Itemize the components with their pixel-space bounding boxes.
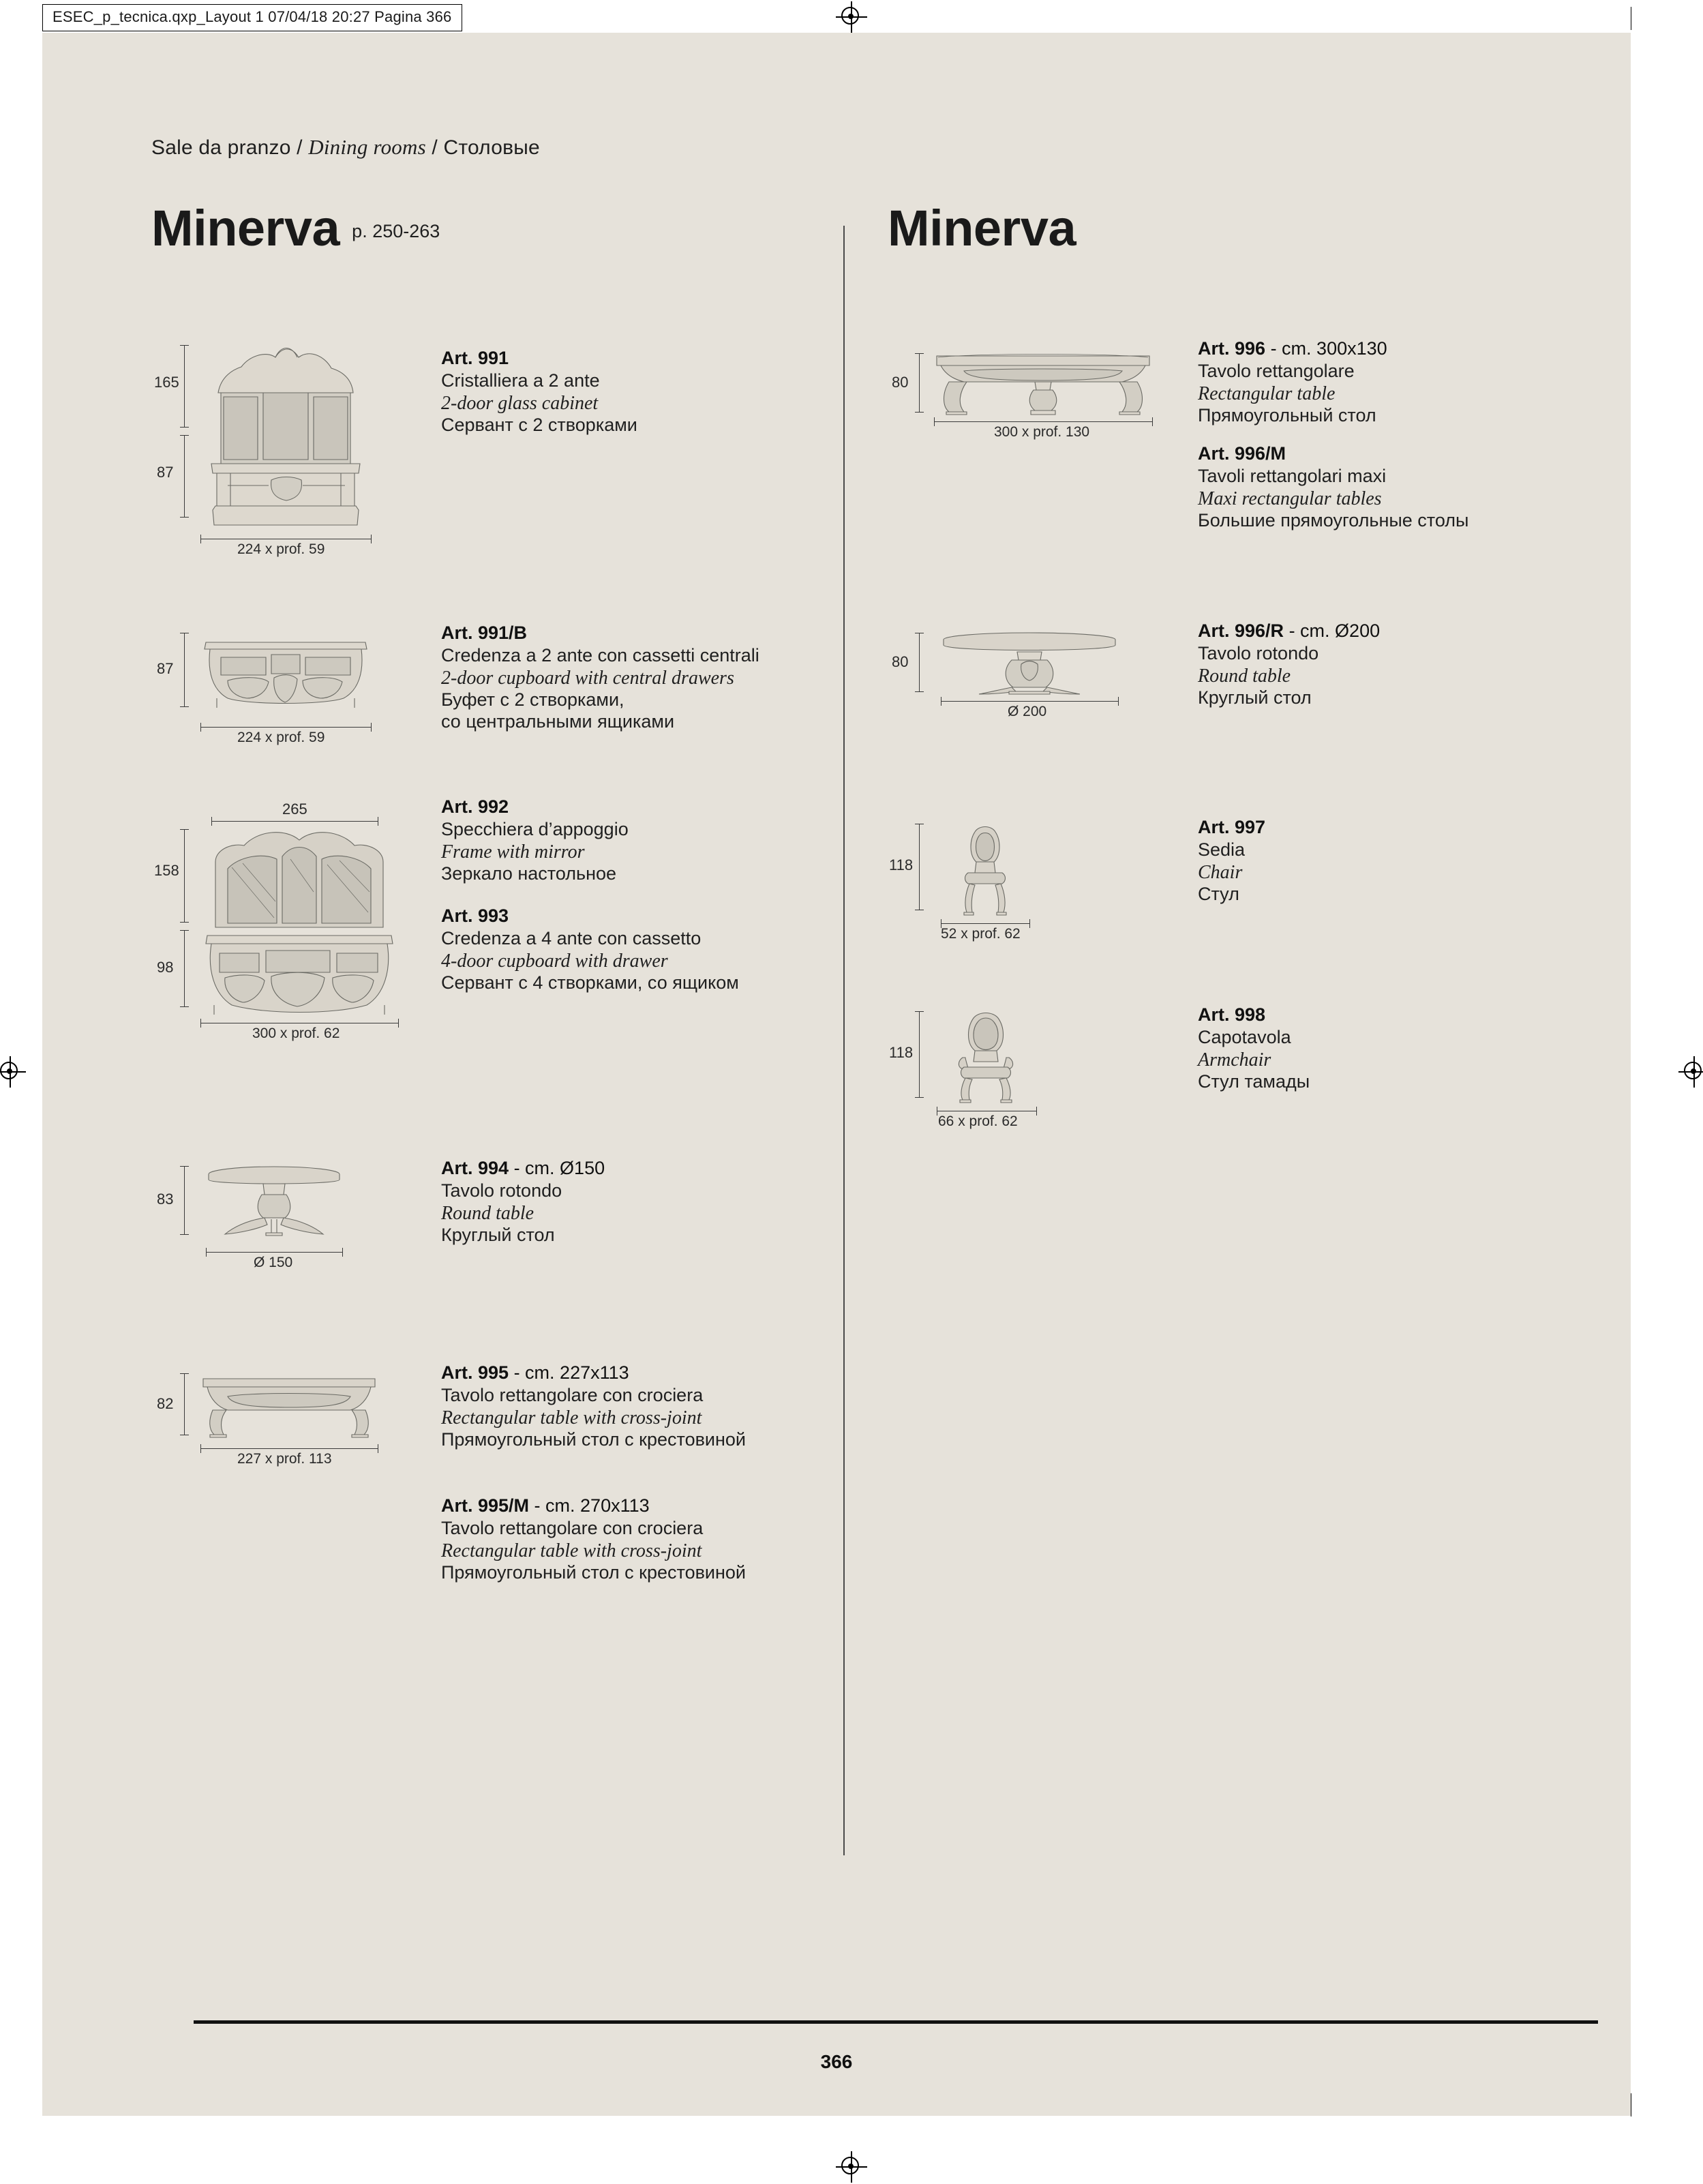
dim-width-996: 300 x prof. 130 <box>989 424 1095 440</box>
desc-ru-996r: Круглый стол <box>1198 687 1312 708</box>
dim-height-993: 98 <box>157 959 174 976</box>
dim-width-991: 224 x prof. 59 <box>232 541 330 558</box>
art-code-991: Art. 991 <box>441 348 509 368</box>
desc-en-994: Round table <box>441 1202 534 1224</box>
registration-mark-bottom <box>836 2151 867 2183</box>
dim-width-996r: Ø 200 <box>1002 704 1052 720</box>
figure-mirror-and-cupboard <box>200 826 398 1024</box>
desc-ru-996m: Большие прямоугольные столы <box>1198 509 1469 530</box>
dim-width-995: 227 x prof. 113 <box>232 1451 337 1467</box>
dim-height-995: 82 <box>157 1395 174 1412</box>
print-slug: ESEC_p_tecnica.qxp_Layout 1 07/04/18 20:27 Pagina 366 <box>42 4 462 31</box>
text-996r <box>1198 620 1552 709</box>
desc-it-992: Specchiera d’appoggio <box>441 819 629 839</box>
art-code-998: Art. 998 <box>1198 1004 1266 1025</box>
desc-en-997: Chair <box>1198 861 1243 883</box>
figure-armchair <box>945 1008 1027 1104</box>
drawing-996 <box>888 338 1174 461</box>
text-994 <box>441 1158 782 1246</box>
breadcrumb <box>151 135 540 160</box>
drawing-998 <box>888 1004 1160 1141</box>
right-family-heading <box>888 200 1076 256</box>
figure-chair <box>948 821 1023 916</box>
dim-top-992: 265 <box>282 801 307 818</box>
desc-ru-994: Круглый стол <box>441 1224 555 1245</box>
registration-mark-top <box>836 1 867 33</box>
desc-en-991b: 2-door cupboard with central drawers <box>441 667 734 689</box>
figure-glass-cabinet <box>200 340 371 530</box>
figure-round-table-150 <box>206 1165 342 1240</box>
desc-it-994: Tavolo rotondo <box>441 1180 562 1201</box>
drawing-991 <box>151 340 397 558</box>
dim-height-991-a: 165 <box>154 374 179 391</box>
drawing-992 <box>151 796 438 1069</box>
desc-en-998: Armchair <box>1198 1049 1271 1071</box>
desc-en-996: Rectangular table <box>1198 383 1336 404</box>
text-996 <box>1198 338 1552 427</box>
desc-en-996m: Maxi rectangular tables <box>1198 488 1382 509</box>
drawing-997 <box>888 817 1160 953</box>
text-998 <box>1198 1004 1552 1093</box>
desc-ru2-991b: со центральными ящиками <box>441 710 675 732</box>
art-code-992: Art. 992 <box>441 796 509 817</box>
family-title-right: Minerva <box>888 200 1076 256</box>
dim-height-991-b: 87 <box>157 464 174 481</box>
figure-rect-table-300 <box>934 350 1152 419</box>
desc-ru-997: Стул <box>1198 883 1239 904</box>
desc-ru-993: Сервант с 4 створками, со ящиком <box>441 972 739 993</box>
figure-rect-table-227 <box>200 1372 378 1440</box>
dim-height-996r: 80 <box>892 653 909 670</box>
dim-width-992: 300 x prof. 62 <box>247 1026 345 1042</box>
desc-en-993: 4-door cupboard with drawer <box>441 950 668 972</box>
text-995 <box>441 1362 796 1451</box>
text-993 <box>441 906 782 994</box>
desc-ru-995m: Прямоугольный стол с крестовиной <box>441 1561 747 1583</box>
art-code-995: Art. 995 - cm. 227x113 <box>441 1362 629 1383</box>
art-code-995m: Art. 995/M - cm. 270x113 <box>441 1495 650 1516</box>
breadcrumb-en: Dining rooms <box>308 135 426 159</box>
art-code-993: Art. 993 <box>441 906 509 926</box>
registration-mark-left <box>0 1056 26 1088</box>
footer-rule <box>194 2020 1598 2024</box>
dim-width-998: 66 x prof. 62 <box>938 1113 1018 1129</box>
desc-ru-996: Прямоугольный стол <box>1198 404 1376 425</box>
figure-round-table-200 <box>941 630 1118 698</box>
art-code-996m: Art. 996/M <box>1198 443 1286 464</box>
drawing-994 <box>151 1158 397 1294</box>
drawing-996r <box>888 619 1160 742</box>
drawing-995 <box>151 1362 410 1499</box>
desc-it-991: Cristalliera a 2 ante <box>441 370 600 391</box>
dim-height-994: 83 <box>157 1191 174 1208</box>
text-995m <box>441 1495 796 1584</box>
desc-en-995m: Rectangular table with cross-joint <box>441 1540 702 1561</box>
desc-it-998: Capotavola <box>1198 1027 1291 1047</box>
page-number: 366 <box>820 2051 853 2072</box>
desc-it-995: Tavolo rettangolare con crociera <box>441 1385 704 1405</box>
desc-it-996r: Tavolo rotondo <box>1198 643 1319 663</box>
text-991b <box>441 623 782 733</box>
desc-it-996: Tavolo rettangolare <box>1198 361 1355 381</box>
desc-ru-991: Сервант с 2 створками <box>441 414 637 435</box>
breadcrumb-it: Sale da pranzo / <box>151 136 303 159</box>
art-code-996r: Art. 996/R - cm. Ø200 <box>1198 620 1381 641</box>
text-991 <box>441 348 768 436</box>
text-996m <box>1198 443 1552 532</box>
dim-width-994: Ø 150 <box>248 1255 298 1271</box>
dim-width-997: 52 x prof. 62 <box>941 926 1021 942</box>
text-992 <box>441 796 782 885</box>
desc-ru-998: Стул тамады <box>1198 1071 1310 1092</box>
art-code-997: Art. 997 <box>1198 817 1266 837</box>
family-title: Minerva <box>151 200 340 256</box>
desc-en-996r: Round table <box>1198 665 1291 687</box>
desc-it-991b: Credenza a 2 ante con cassetti centrali <box>441 645 759 665</box>
art-code-994: Art. 994 - cm. Ø150 <box>441 1158 605 1178</box>
desc-ru-991b: Буфет с 2 створками, <box>441 689 624 710</box>
dim-height-992: 158 <box>154 862 179 879</box>
desc-it-996m: Tavoli rettangolari maxi <box>1198 466 1387 486</box>
desc-ru-995: Прямоугольный стол с крестовиной <box>441 1428 747 1450</box>
dim-width-991b: 224 x prof. 59 <box>232 730 330 746</box>
desc-ru-992: Зеркало настольное <box>441 863 617 884</box>
desc-en-991: 2-door glass cabinet <box>441 392 599 414</box>
desc-it-997: Sedia <box>1198 839 1246 860</box>
desc-en-992: Frame with mirror <box>441 841 585 863</box>
catalog-page <box>42 33 1631 2116</box>
dim-height-991b: 87 <box>157 660 174 677</box>
art-code-991b: Art. 991/B <box>441 623 528 643</box>
breadcrumb-ru: / Столовые <box>432 136 540 159</box>
family-pages: p. 250-263 <box>352 221 440 241</box>
text-997 <box>1198 817 1552 906</box>
left-family-heading <box>151 200 440 256</box>
registration-mark-right <box>1678 1056 1703 1088</box>
drawing-991b <box>151 626 397 762</box>
desc-it-993: Credenza a 4 ante con cassetto <box>441 928 702 948</box>
dim-height-998: 118 <box>889 1044 914 1061</box>
dim-height-996: 80 <box>892 374 909 391</box>
figure-cupboard-2door <box>200 631 371 713</box>
desc-en-995: Rectangular table with cross-joint <box>441 1407 702 1428</box>
desc-it-995m: Tavolo rettangolare con crociera <box>441 1518 704 1538</box>
column-divider <box>843 226 845 1855</box>
art-code-996: Art. 996 - cm. 300x130 <box>1198 338 1387 359</box>
dim-height-997: 118 <box>889 856 914 873</box>
